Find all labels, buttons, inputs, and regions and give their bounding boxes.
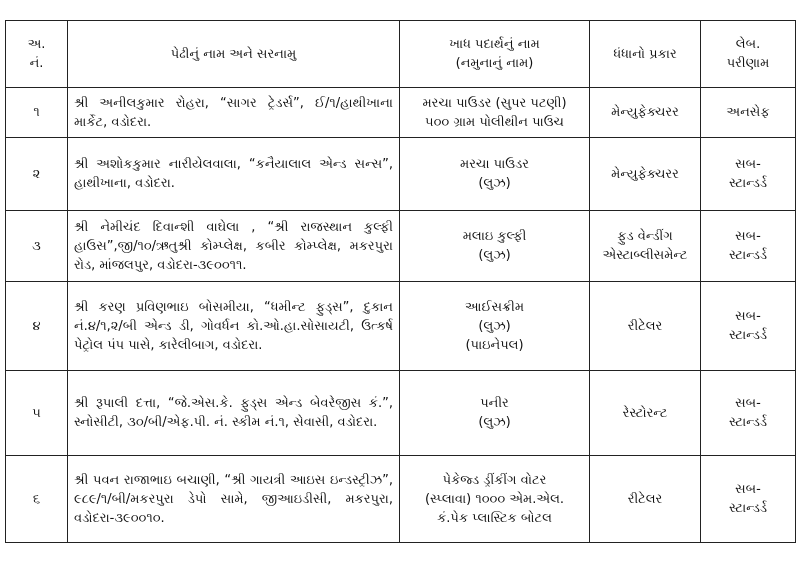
table-row [6,138,796,211]
firm-cell: શ્રી અશોકકુમાર નારીયેલવાલા, “કનૈયાલાલ એન્ડ સન્સ”, હાથીખાના, વડોદરા. [68,138,400,211]
firm-cell: શ્રી નેમીચંદ દિવાન્શી વાઘેલા , “શ્રી રાજસ્થાન કુલ્ફી હાઉસ”,જી/૧૦/ઋતુશ્રી કોમ્પ્લેક્ષ, કબીર કોમ્પ્લેક્ષ, મકરપુરા રોડ, માંજલપુર, વડોદરા-૩૯૦૦૧૧. [68,211,400,282]
result-cell: સબ- સ્ટાન્ડર્ડ [701,138,796,211]
food-cell: પેકેજ્ડ ડ્રીંકીંગ વોટર (સ્પ્લાવા) ૧૦૦૦ એમ.એલ. કં.પેક પ્લાસ્ટિક બોટલ [400,456,590,543]
serial-cell: ૩ [6,211,68,282]
business-type-cell: મેન્યુફેક્ચરર [590,88,701,138]
table-row [6,88,796,138]
table-header-row [6,21,796,88]
header-food-item-name: ખાધ પદાર્થનું નામ (નમુનાનું નામ) [400,21,590,88]
serial-cell: ૪ [6,282,68,371]
header-lab-result: લેબ. પરીણામ [701,21,796,88]
business-type-cell: રેસ્ટોરન્ટ [590,371,701,456]
header-business-type: ધંધાનો પ્રકાર [590,21,701,88]
food-cell: મરચા પાઉડર (લુઝ) [400,138,590,211]
result-cell: સબ- સ્ટાન્ડર્ડ [701,456,796,543]
serial-cell: ૨ [6,138,68,211]
result-cell: અનસેફ [701,88,796,138]
serial-cell: ૧ [6,88,68,138]
table-row [6,282,796,371]
firm-cell: શ્રી કરણ પ્રવિણભાઇ બોસમીયા, “ધમીન્ટ ફુડ્સ”, દુકાન નં.૪/૧,૨/બી એન્ડ ડી, ગોવર્ધન કો.ઓ.હા.સોસાયટી, ઉત્કર્ષ પેટ્રોલ પંપ પાસે, કારેલીબાગ, વડોદરા. [68,282,400,371]
food-cell: મલાઇ કુલ્ફી (લુઝ) [400,211,590,282]
business-type-cell: મેન્યુફેક્ચરર [590,138,701,211]
table-row [6,456,796,543]
header-serial-number: અ. નં. [6,21,68,88]
firm-cell: શ્રી પવન રાજાભાઇ બચાણી, “શ્રી ગાયત્રી આઇસ ઇન્ડસ્ટ્રીઝ”, ૯૮૯/૧/બી/મકરપુરા ડેપો સામે, જીઆઇડીસી, મકરપુરા, વડોદરા-૩૯૦૦૧૦. [68,456,400,543]
food-sample-results-table [5,20,796,543]
result-cell: સબ- સ્ટાન્ડર્ડ [701,282,796,371]
table-row [6,211,796,282]
firm-cell: શ્રી રૂપાલી દત્તા, “જે.એસ.કે. ફુડ્સ એન્ડ બેવરેજીસ કં.”, સ્નોસીટી, ૩૦/બી/એફ.પી. નં. સ્કીમ નં.૧, સેવાસી, વડોદરા. [68,371,400,456]
food-cell: પનીર (લુઝ) [400,371,590,456]
result-cell: સબ- સ્ટાન્ડર્ડ [701,211,796,282]
business-type-cell: રીટેલર [590,282,701,371]
food-cell: મરચા પાઉડર (સુપર પટણી) ૫૦૦ ગ્રામ પોલીથીન પાઉચ [400,88,590,138]
business-type-cell: ફુડ વેન્ડીંગ એસ્ટાબ્લીસમેન્ટ [590,211,701,282]
firm-cell: શ્રી અનીલકુમાર રોહરા, “સાગર ટ્રેડર્સ”, ઈ/૧/હાથીખાના માર્કેટ, વડોદરા. [68,88,400,138]
serial-cell: ૫ [6,371,68,456]
food-cell: આઈસક્રીમ (લુઝ) (પાઇનેપલ) [400,282,590,371]
header-firm-name-address: પેઢીનું નામ અને સરનામુ [68,21,400,88]
result-cell: સબ- સ્ટાન્ડર્ડ [701,371,796,456]
table-row [6,371,796,456]
business-type-cell: રીટેલર [590,456,701,543]
serial-cell: ૬ [6,456,68,543]
